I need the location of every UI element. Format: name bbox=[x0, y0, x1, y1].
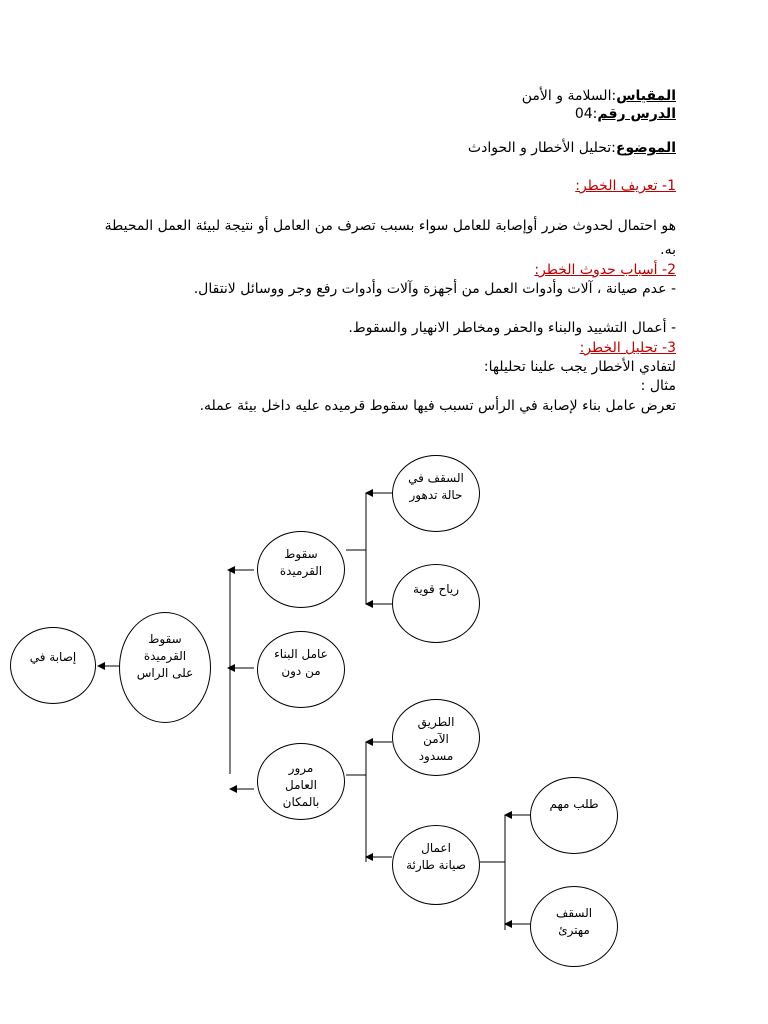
section2-item2: - أعمال التشييد والبناء والحفر ومخاطر الانهيار والسقوط. bbox=[348, 320, 676, 336]
section2-title: 2- أسباب حدوث الخطر: bbox=[534, 262, 676, 278]
lesson-value: :04 bbox=[574, 106, 598, 122]
node-wind: رياح قوية bbox=[392, 564, 480, 643]
section3-example: تعرض عامل بناء لإصابة في الرأس تسبب فيها سقوط قرميده عليه داخل بيئة عمله. bbox=[199, 398, 676, 414]
node-worker: عامل البناء من دون bbox=[257, 631, 345, 708]
section1-title: 1- تعريف الخطر: bbox=[575, 178, 676, 194]
node-roof-worn: السقف مهترئ bbox=[530, 886, 618, 967]
section2-item1: - عدم صيانة ، آلات وأدوات العمل من أجهزة وآلات وأدوات رفع وجر ووسائل لانتقال. bbox=[193, 281, 676, 297]
node-passage: مرور العامل بالمكان bbox=[257, 743, 345, 820]
node-roof-condition: السقف في حالة تدهور bbox=[392, 455, 480, 532]
module-label: المقياس bbox=[616, 88, 676, 104]
module-value: :السلامة و الأمن bbox=[521, 88, 617, 104]
node-request: طلب مهم bbox=[530, 777, 618, 854]
section3-title: 3- تحليل الخطر: bbox=[579, 340, 676, 356]
section3-line2: مثال : bbox=[640, 378, 676, 394]
subject-value: :تحليل الأخطار و الحوادث bbox=[467, 140, 616, 156]
section3-line1: لتفادي الأخطار يجب علينا تحليلها: bbox=[483, 359, 676, 375]
subject-label: الموضوع bbox=[615, 140, 676, 156]
node-safe-road: الطريق الآمن مسدود bbox=[392, 699, 480, 776]
node-level1: سقوط القرميدة على الراس bbox=[119, 612, 211, 723]
node-tile-fall: سقوط القرميدة bbox=[257, 531, 345, 608]
section1-body: هو احتمال لحدوث ضرر أوإصابة للعامل سواء بسبب تصرف من العامل أو نتيجة لبيئة العمل المحيطة به. bbox=[104, 218, 676, 258]
node-root: إصابة في bbox=[10, 627, 96, 704]
lesson-label: الدرس رقم bbox=[597, 106, 676, 122]
node-maintenance: اعمال صيانة طارئة bbox=[392, 825, 480, 905]
